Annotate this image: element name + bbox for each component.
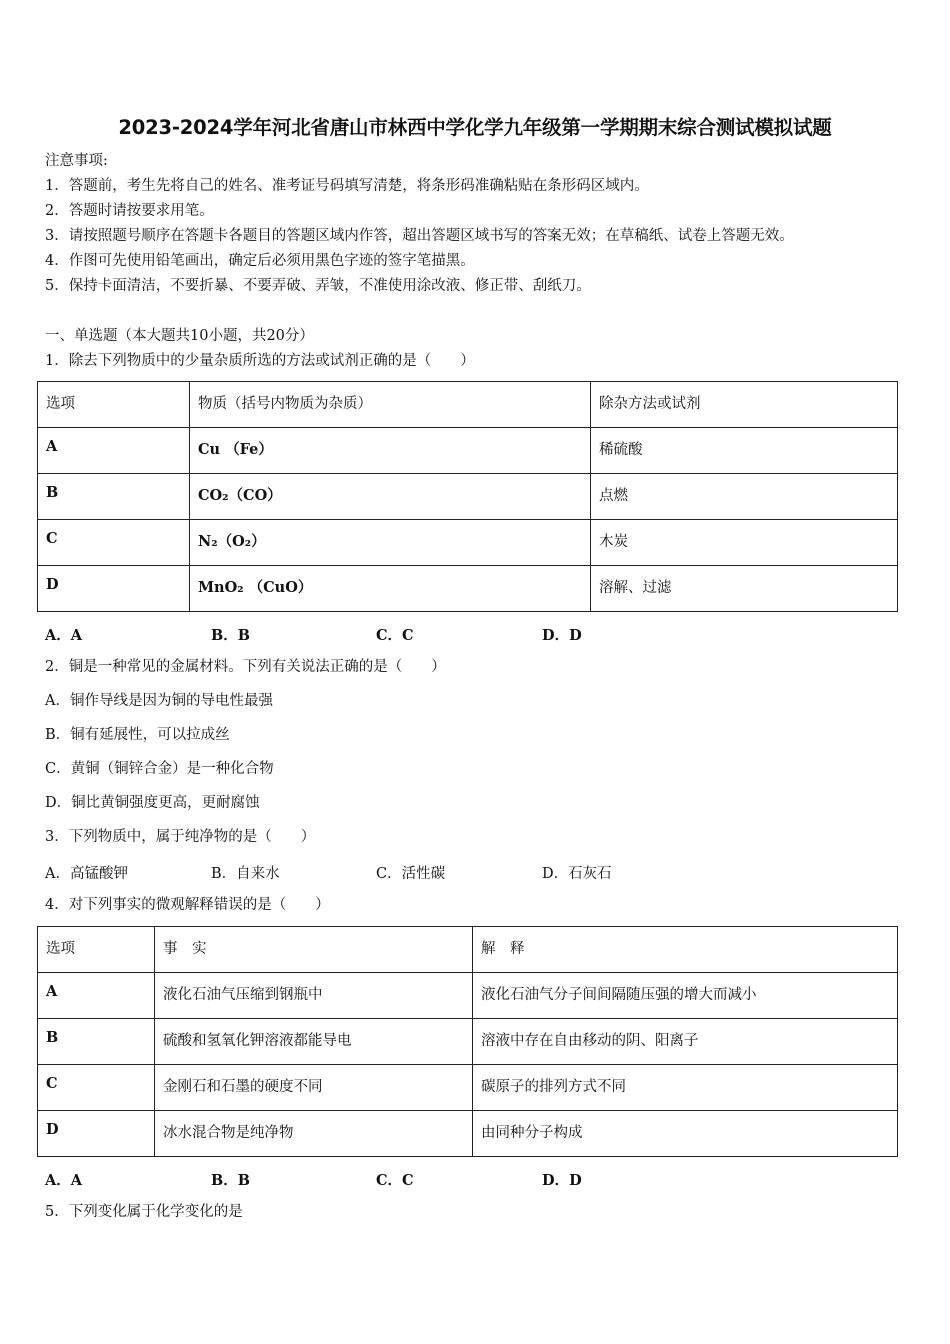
table-header-cell: 物质（括号内物质为杂质） [190,382,591,428]
note-item-5: 5．保持卡面清洁，不要折暴、不要弄破、弄皱，不准使用涂改液、修正带、刮纸刀。 [45,278,591,294]
q2-option-b[interactable]: B．铜有延展性，可以拉成丝 [45,727,230,743]
table-cell: A [38,973,155,1019]
table-cell: 冰水混合物是纯净物 [155,1111,473,1157]
option-d[interactable]: D．D [542,627,582,644]
option-b[interactable]: B．自来水 [211,866,280,882]
table-row [38,520,898,566]
note-item-3: 3．请按照题号顺序在答题卡各题目的答题区域内作答，超出答题区域书写的答案无效；在草稿纸、试卷上答题无效。 [45,228,794,244]
option-a[interactable]: A．A [45,627,83,644]
q2-option-c[interactable]: C．黄铜（铜锌合金）是一种化合物 [45,761,274,777]
q3-stem: 3．下列物质中，属于纯净物的是（ ） [45,829,316,845]
option-d[interactable]: D．D [542,1172,582,1189]
note-item-2: 2．答题时请按要求用笔。 [45,203,214,219]
q2-option-a[interactable]: A．铜作导线是因为铜的导电性最强 [45,693,273,709]
table-cell: 金刚石和石墨的硬度不同 [155,1065,473,1111]
table-header-cell: 选项 [38,382,190,428]
table-cell: 硫酸和氢氧化钾溶液都能导电 [155,1019,473,1065]
table-cell: D [38,566,190,612]
table-cell: 木炭 [591,520,898,566]
table-row [38,566,898,612]
option-d[interactable]: D．石灰石 [542,866,612,882]
table-header-cell: 除杂方法或试剂 [591,382,898,428]
note-item-1: 1．答题前，考生先将自己的姓名、准考证号码填写清楚，将条形码准确粘贴在条形码区域内。 [45,178,649,194]
table-header-cell: 选项 [38,927,155,973]
table-cell: 碳原子的排列方式不同 [473,1065,898,1111]
q4-options [45,1169,745,1187]
table-cell: 稀硫酸 [591,428,898,474]
table-cell: B [38,474,190,520]
q1-stem: 1．除去下列物质中的少量杂质所选的方法或试剂正确的是（ ） [45,353,475,369]
q5-stem: 5．下列变化属于化学变化的是 [45,1204,243,1220]
q4-table [37,926,898,1157]
option-b[interactable]: B．B [211,1172,251,1189]
table-header-row [38,382,898,428]
note-item-4: 4．作图可先使用铅笔画出，确定后必须用黑色字迹的签字笔描黑。 [45,253,475,269]
table-cell: MnO₂ （CuO） [190,566,591,612]
table-row [38,1065,898,1111]
q4-stem: 4．对下列事实的微观解释错误的是（ ） [45,897,330,913]
exam-title: 2023-2024学年河北省唐山市林西中学化学九年级第一学期期末综合测试模拟试题 [118,116,832,139]
table-row [38,428,898,474]
q2-option-d[interactable]: D．铜比黄铜强度更高，更耐腐蚀 [45,795,260,811]
q3-options [45,862,745,880]
q1-table [37,381,898,612]
option-c[interactable]: C．C [376,627,414,644]
table-cell: 液化石油气分子间间隔随压强的增大而减小 [473,973,898,1019]
option-a[interactable]: A．A [45,1172,83,1189]
table-cell: D [38,1111,155,1157]
table-cell: 点燃 [591,474,898,520]
table-cell: C [38,520,190,566]
table-cell: 溶解、过滤 [591,566,898,612]
table-cell: 液化石油气压缩到钢瓶中 [155,973,473,1019]
table-row [38,1019,898,1065]
table-header-row [38,927,898,973]
q1-options [45,624,745,642]
table-row [38,973,898,1019]
section-heading: 一、单选题（本大题共10小题，共20分） [45,328,314,344]
table-row [38,1111,898,1157]
table-cell: N₂（O₂） [190,520,591,566]
table-header-cell: 事 实 [155,927,473,973]
table-row [38,474,898,520]
notes-heading: 注意事项: [45,153,108,169]
table-cell: 由同种分子构成 [473,1111,898,1157]
q2-stem: 2．铜是一种常见的金属材料。下列有关说法正确的是（ ） [45,659,446,675]
table-cell: A [38,428,190,474]
table-cell: Cu （Fe） [190,428,591,474]
option-b[interactable]: B．B [211,627,251,644]
option-a[interactable]: A．高锰酸钾 [45,866,128,882]
table-cell: C [38,1065,155,1111]
table-cell: 溶液中存在自由移动的阴、阳离子 [473,1019,898,1065]
table-cell: CO₂（CO） [190,474,591,520]
option-c[interactable]: C．C [376,1172,414,1189]
table-header-cell: 解 释 [473,927,898,973]
table-cell: B [38,1019,155,1065]
option-c[interactable]: C．活性碳 [376,866,446,882]
